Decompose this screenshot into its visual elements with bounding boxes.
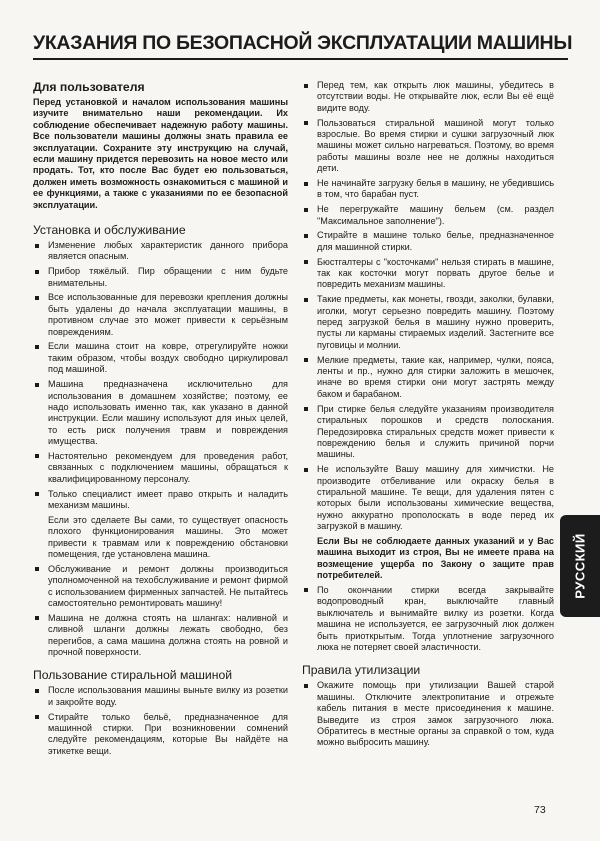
list-item: Все использованные для перевозки крепления должны быть удалены до начала эксплуатации машины, в противном случае это может привести к серьёзным повреждениям. <box>33 292 288 338</box>
list-item: Не перегружайте машину бельем (см. раздел "Максимальное заполнение"). <box>302 204 554 227</box>
list-item: Машина не должна стоять на шлангах: наливной и сливной шланги должны лежать свободно, без перегибов, а сама машина должна стоять на ровной и прочной поверхности. <box>33 613 288 659</box>
list-item: Стирайте в машине только белье, предназначенное для машинной стирки. <box>302 230 554 253</box>
users-heading: Для пользователя <box>33 80 145 94</box>
list-item: Если машина стоит на ковре, отрегулируйте ножки таким образом, чтобы воздух свободно циркулировал под машиной. <box>33 341 288 375</box>
list-item: Изменение любых характеристик данного прибора является опасным. <box>33 240 288 263</box>
list-item: Прибор тяжёлый. Пир обращении с ним будьте внимательны. <box>33 266 288 289</box>
page-title: УКАЗАНИЯ ПО БЕЗОПАСНОЙ ЭКСПЛУАТАЦИИ МАШИНЫ <box>33 32 573 54</box>
list-item: Обслуживание и ремонт должны производиться уполномоченной на техобслуживание и ремонт фирмой с использованием фирменных запчастей. Не пытайтесь самостоятельно ремонтировать машину! <box>33 564 288 610</box>
disposal-heading: Правила утилизации <box>302 663 421 678</box>
list-item: Настоятельно рекомендуем для проведения работ, связанных с подключением машины, обращаться к квалифицированному персоналу. <box>33 451 288 485</box>
list-item: Окажите помощь при утилизации Вашей старой машины. Отключите электропитание и отрежьте кабель питания в месте присоединения к машине. Выведите из строя замок загрузочного люка. Обратитесь в местные органы за справкой о том, куда можно выбросить машину. <box>302 680 554 748</box>
disposal-list <box>302 680 554 748</box>
list-item: Бюстгалтеры с "косточками" нельзя стирать в машине, так как косточки могут порвать другое белье и повредить механизм машины. <box>302 257 554 291</box>
list-item: При стирке белья следуйте указаниям производителя стиральных порошков и средств полоскания. Передозировка стиральных средств может привести к повреждению белья и служить причиной порчи машины. <box>302 404 554 461</box>
language-tab-label: РУССКИЙ <box>572 533 588 599</box>
list-item: Машина предназначена исключительно для использования в домашнем хозяйстве; поэтому, ее надо использовать именно так, как указано в данной инструкции. Если машину используют для иных целей, то есть риск получения травм и повреждения имущества. <box>33 379 288 447</box>
install-heading: Установка и обслуживание <box>33 223 186 238</box>
right-list <box>302 80 554 533</box>
title-bar <box>33 32 573 60</box>
warranty-warning: Если Вы не соблюдаете данных указаний и у Вас машина выходит из строя, Вы не имеете права на возмещение ущерба по Закону о защите прав потребителей. <box>317 535 554 581</box>
list-item: По окончании стирки всегда закрывайте водопроводный кран, выключайте главный выключатель и вынимайте вилку из розетки. Когда машина не используется, ее загрузочный люк должен быть приоткрытым. Тогда уплотнение загрузочного люка не потеряет своей эластичности. <box>302 585 554 653</box>
right-list-2 <box>302 585 554 653</box>
page-number: 73 <box>534 804 546 816</box>
language-tab <box>560 515 600 617</box>
install-list <box>33 240 288 511</box>
install-note: Если это сделаете Вы сами, то существует опасность плохого функционирования машины. Это может привести к травмам или к повреждению обстановки помещения, где установлена машина. <box>48 514 288 559</box>
right-column <box>302 80 554 752</box>
list-item: Стирайте только бельё, предназначенное для машинной стирки. При возникновении сомнений следуйте рекомендациям, которые Вы найдёте на этикетке вещи. <box>33 712 288 758</box>
list-item: Такие предметы, как монеты, гвозди, заколки, булавки, иголки, могут серьезно повредить машину. Поэтому перед загрузкой белья в машину нужно проверить, пусты ли карманы стираемых изделий. Застегните все пуговицы и молнии. <box>302 294 554 351</box>
install-list-2 <box>33 564 288 659</box>
list-item: Перед тем, как открыть люк машины, убедитесь в отсутствии воды. Не открывайте люк, если Вы её ещё видите воду. <box>302 80 554 114</box>
list-item: Не начинайте загрузку белья в машину, не убедившись в том, что барабан пуст. <box>302 178 554 201</box>
usage-list <box>33 685 288 757</box>
usage-heading: Пользование стиральной машиной <box>33 668 233 683</box>
list-item: Только специалист имеет право открыть и наладить механизм машины. <box>33 489 288 512</box>
users-intro: Перед установкой и началом использования машины изучите внимательно наши рекомендации. Их соблюдение обеспечивает надежную работу машины. Все пользователи машины должны знать правила ее эксплуатации. Сохраните эту инструкцию на случай, если машину придется перевозить на новое место или продать. Тот, кто после Вас будет ею пользоваться, должен иметь возможность ознакомиться с машиной и ее функциями, а также с указаниями по ее безопасной эксплуатации. <box>33 97 288 210</box>
list-item: После использования машины выньте вилку из розетки и закройте воду. <box>33 685 288 708</box>
list-item: Мелкие предметы, такие как, например, чулки, пояса, ленты и пр., нужно для стирки заложить в мешочек, иначе во время стирки они могут застрять между баком и барабаном. <box>302 355 554 401</box>
left-column <box>33 80 288 761</box>
list-item: Не используйте Вашу машину для химчистки. Не производите отбеливание или окраску белья в стиральной машине. Те вещи, для удаления пятен с которых были использованы химические вещества, нужно аккуратно прополоскать в воде перед их загрузкой в машину. <box>302 464 554 532</box>
list-item: Пользоваться стиральной машиной могут только взрослые. Во время стирки и сушки загрузочный люк машины может сильно нагреваться. Поэтому, во время работы машины возле нее не должны находиться дети. <box>302 118 554 175</box>
